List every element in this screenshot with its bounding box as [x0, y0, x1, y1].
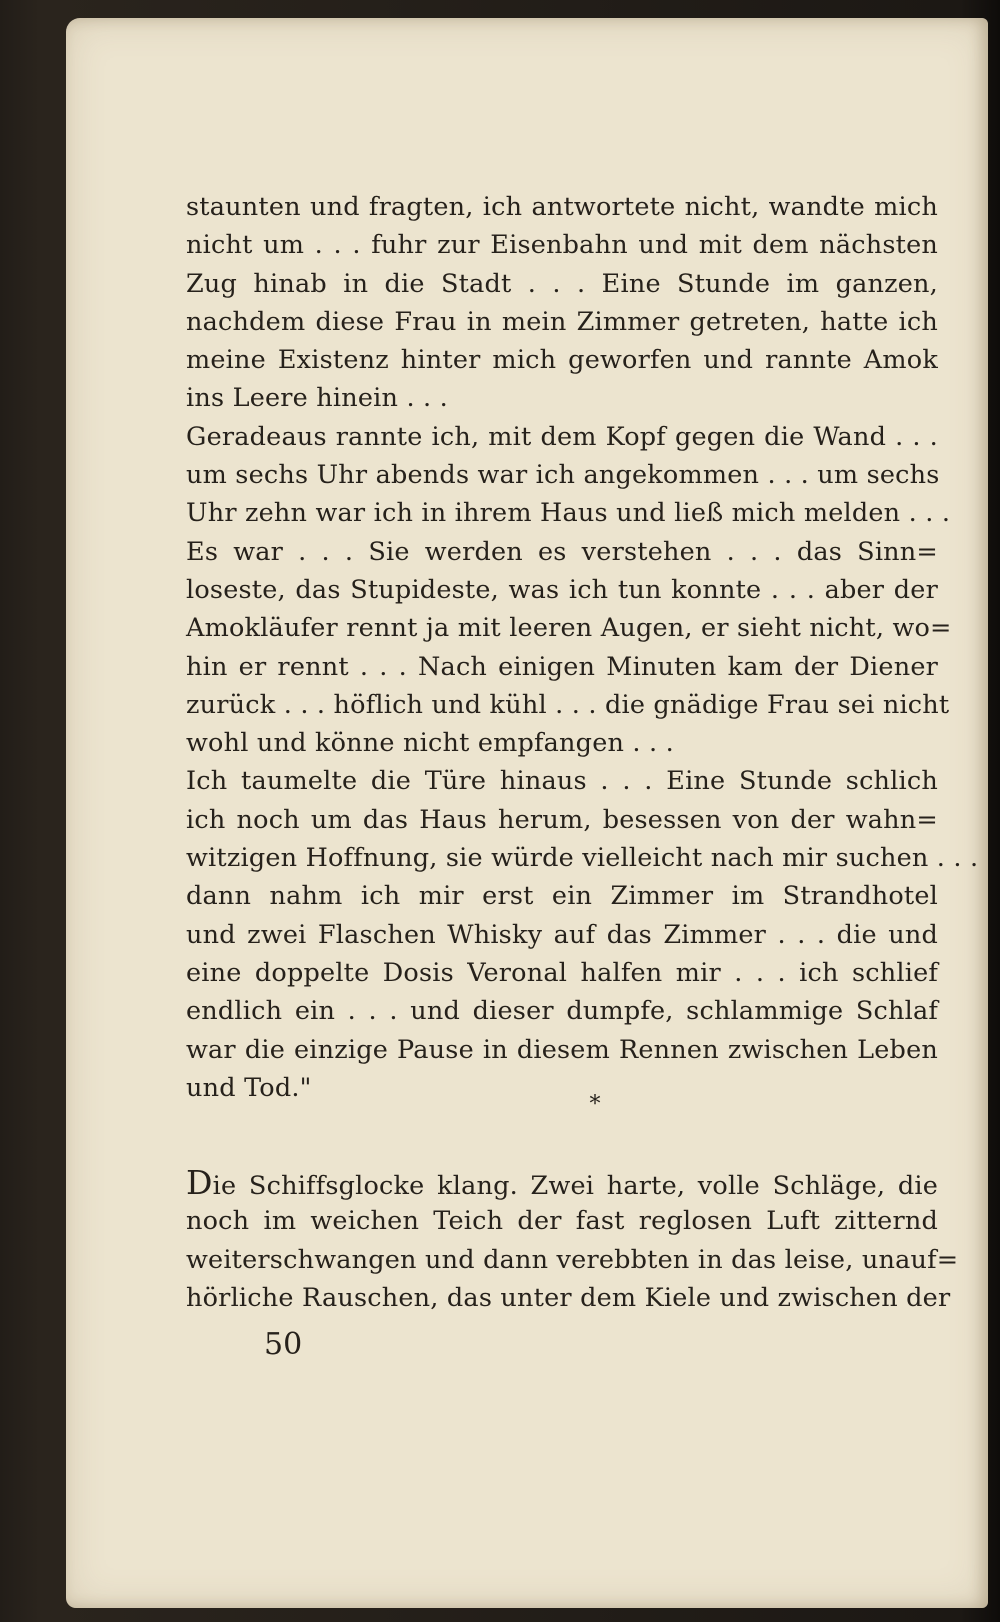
text-line: staunten und fragten, ich antwortete nicht, wandte mich	[186, 192, 938, 222]
text-line: Es war . . . Sie werden es verstehen . . . das Sinn=	[186, 536, 938, 567]
text-line: zurück . . . höflich und kühl . . . die gnädige Frau sei nicht	[186, 689, 950, 720]
text-line: hin er rennt . . . Nach einigen Minuten kam der Diener	[186, 651, 938, 682]
text-line: weiterschwangen und dann verebbten in das leise, unauf=	[186, 1244, 959, 1275]
body-text	[186, 188, 979, 1107]
page-number: 50	[264, 1327, 303, 1362]
text-line: eine doppelte Dosis Veronal halfen mir . . . ich schlief	[186, 957, 938, 988]
text-line: Uhr zehn war ich in ihrem Haus und ließ mich melden . . .	[186, 498, 951, 529]
text-line: nicht um . . . fuhr zur Eisenbahn und mit dem nächsten	[186, 230, 938, 261]
paragraph	[186, 188, 938, 418]
text-line-first	[186, 1164, 938, 1202]
section-separator: *	[589, 1092, 601, 1117]
text-line: um sechs Uhr abends war ich angekommen . . . um sechs	[186, 460, 940, 491]
text-line: war die einzige Pause in diesem Rennen zwischen Leben	[186, 1034, 938, 1065]
text-line: Zug hinab in die Stadt . . . Eine Stunde im ganzen,	[186, 268, 938, 299]
text-line: meine Existenz hinter mich geworfen und rannte Amok	[186, 345, 938, 376]
text-line: Geradeaus rannte ich, mit dem Kopf gegen die Wand . . .	[186, 421, 938, 452]
text-line: noch im weichen Teich der fast reglosen Luft zitternd	[186, 1206, 938, 1237]
first-line-rest: ie Schiffsglocke klang. Zwei harte, volle Schläge, die	[212, 1171, 938, 1201]
text-line: nachdem diese Frau in mein Zimmer getreten, hatte ich	[186, 306, 938, 337]
text-line: Ich taumelte die Türe hinaus . . . Eine Stunde schlich	[186, 766, 938, 797]
text-line: ich noch um das Haus herum, besessen von der wahn=	[186, 804, 938, 835]
text-line: ins Leere hinein . . .	[186, 383, 448, 414]
text-line: loseste, das Stupideste, was ich tun konnte . . . aber der	[186, 574, 938, 605]
text-line: hörliche Rauschen, das unter dem Kiele und zwischen der	[186, 1282, 951, 1313]
text-line: und Tod."	[186, 1072, 312, 1103]
text-line: witzigen Hoffnung, sie würde vielleicht nach mir suchen . . .	[186, 843, 979, 874]
paragraph	[186, 1163, 959, 1317]
text-line: und zwei Flaschen Whisky auf das Zimmer . . . die und	[186, 919, 938, 950]
paragraph	[186, 762, 979, 1107]
body-text-continued	[186, 1163, 959, 1317]
text-line: Amokläufer rennt ja mit leeren Augen, er sieht nicht, wo=	[186, 613, 952, 644]
drop-cap: D	[186, 1163, 213, 1202]
text-line: endlich ein . . . und dieser dumpfe, schlammige Schlaf	[186, 996, 938, 1027]
text-line: wohl und könne nicht empfangen . . .	[186, 728, 674, 759]
text-line: dann nahm ich mir erst ein Zimmer im Strandhotel	[186, 881, 938, 912]
paragraph	[186, 418, 952, 763]
